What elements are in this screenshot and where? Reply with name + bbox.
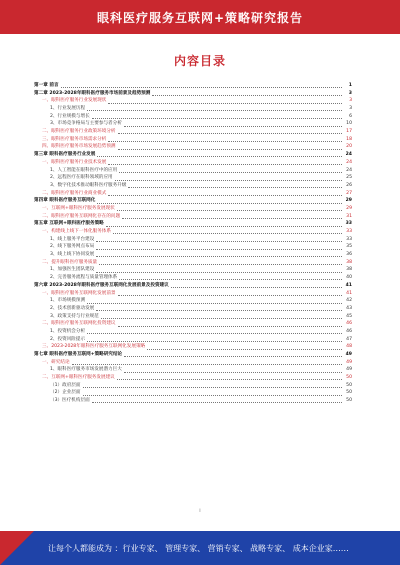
toc-entry-text: （2）企业层面: [50, 390, 81, 396]
toc-entry-page: 49: [346, 367, 352, 373]
toc-entry[interactable]: [34, 151, 352, 159]
toc-entry-page: 43: [346, 305, 352, 311]
toc-dot-leader: [122, 217, 342, 219]
toc-entry[interactable]: [34, 290, 352, 298]
toc-entry-page: 47: [346, 336, 352, 342]
toc-dot-leader: [101, 317, 342, 319]
toc-entry-page: 48: [346, 344, 352, 350]
toc-dot-leader: [87, 340, 342, 342]
toc-entry-page: 31: [346, 213, 352, 219]
report-title: 眼科医疗服务互联网+策略研究报告: [96, 10, 304, 25]
toc-dot-leader: [147, 348, 342, 350]
toc-entry-page: 29: [346, 205, 352, 211]
toc-dot-leader: [119, 278, 342, 280]
toc-dot-leader: [96, 255, 342, 257]
toc-entry[interactable]: [34, 243, 352, 251]
toc-entry[interactable]: [34, 144, 352, 152]
toc-entry-page: 33: [346, 236, 352, 242]
toc-entry[interactable]: [34, 351, 352, 359]
toc-entry[interactable]: [34, 120, 352, 128]
toc-entry-text: 一、眼科医疗服务行业技术发展: [42, 159, 107, 165]
toc-dot-leader: [108, 140, 342, 142]
toc-entry[interactable]: [34, 167, 352, 175]
toc-dot-leader: [96, 271, 342, 273]
toc-entry-text: （1）政府层面: [50, 382, 81, 388]
toc-entry-page: 10: [346, 121, 352, 127]
toc-entry-page: 33: [345, 221, 352, 227]
toc-entry[interactable]: [34, 136, 352, 144]
toc-entry-page: 38: [346, 259, 352, 265]
report-header: [0, 0, 400, 34]
toc-entry-text: 二、提升眼科医疗服务质量: [42, 259, 98, 265]
toc-dot-leader: [96, 240, 342, 242]
toc-entry[interactable]: [34, 197, 352, 205]
toc-entry-page: 25: [346, 175, 352, 181]
toc-dot-leader: [152, 94, 342, 96]
toc-entry-page: 1: [348, 82, 352, 88]
toc-dot-leader: [96, 248, 342, 250]
toc-entry-page: 29: [345, 198, 352, 204]
toc-title: 内容目录: [173, 54, 226, 68]
toc-entry-text: 1、人工智能在眼科医疗中的应用: [50, 167, 118, 173]
table-of-contents: [34, 82, 352, 405]
toc-entry[interactable]: [34, 397, 352, 405]
toc-dot-leader: [83, 394, 343, 396]
toc-dot-leader: [87, 109, 342, 111]
toc-entry-text: 三、眼科医疗服务市场需求分析: [42, 136, 107, 142]
toc-entry-text: 第六章 2023-2028年眼科医疗服务互联网化发展前景及投资建议: [34, 282, 169, 288]
toc-dot-leader: [108, 102, 342, 104]
toc-dot-leader: [118, 132, 342, 134]
toc-dot-leader: [96, 309, 342, 311]
toc-dot-leader: [87, 302, 342, 304]
toc-entry-page: 49: [346, 359, 352, 365]
toc-entry[interactable]: [34, 113, 352, 121]
toc-entry-text: 1、投资机会分析: [50, 328, 86, 334]
toc-dot-leader: [124, 355, 342, 357]
toc-entry[interactable]: [34, 251, 352, 259]
toc-dot-leader: [106, 225, 342, 227]
toc-entry-text: 第二章 2023-2028年眼科医疗服务市场前景及趋势预测: [34, 90, 151, 96]
toc-entry-text: 第四章 眼科医疗服务互联网化: [34, 198, 96, 204]
toc-dot-leader: [171, 286, 342, 288]
toc-dot-leader: [83, 386, 343, 388]
toc-dot-leader: [128, 186, 342, 188]
footer-slogan: 让每个人都能成为 ：行业专家、 管理专家、 营销专家、 战略专家、 成本企业家……: [48, 543, 349, 553]
toc-entry[interactable]: [34, 220, 352, 228]
toc-entry[interactable]: [34, 382, 352, 390]
toc-dot-leader: [92, 117, 342, 119]
toc-entry[interactable]: [34, 305, 352, 313]
toc-entry-text: 3、线上线下协同发展: [50, 252, 95, 258]
toc-entry[interactable]: [34, 205, 352, 213]
toc-entry-text: 1、线上服务平台建设: [50, 236, 95, 242]
toc-dot-leader: [115, 179, 342, 181]
toc-entry-text: 一、眼科医疗服务互联网化发展前景: [42, 290, 116, 296]
toc-entry[interactable]: [34, 282, 352, 290]
toc-entry[interactable]: [34, 228, 352, 236]
toc-entry[interactable]: [34, 82, 352, 90]
toc-dot-leader: [118, 294, 342, 296]
toc-entry-page: 24: [346, 167, 352, 173]
toc-entry[interactable]: [34, 236, 352, 244]
toc-entry[interactable]: [34, 174, 352, 182]
toc-dot-leader: [124, 371, 342, 373]
toc-dot-leader: [87, 332, 342, 334]
toc-entry-page: 3: [349, 106, 352, 112]
toc-entry-text: 四、眼科医疗服务市场发展趋势预测: [42, 144, 116, 150]
toc-entry[interactable]: [34, 159, 352, 167]
toc-entry-text: 1、加强医生团队建设: [50, 267, 95, 273]
toc-entry[interactable]: [34, 359, 352, 367]
toc-dot-leader: [118, 325, 342, 327]
toc-entry-page: 3: [349, 98, 352, 104]
toc-entry-page: 17: [346, 129, 352, 135]
toc-dot-leader: [61, 86, 342, 88]
toc-entry-text: 1、行业发展历程: [50, 106, 86, 112]
toc-entry[interactable]: [34, 90, 352, 98]
toc-entry-page: 26: [346, 182, 352, 188]
toc-dot-leader: [99, 263, 342, 265]
toc-entry-text: （3）医疗机构层面: [50, 398, 90, 404]
toc-entry[interactable]: [34, 128, 352, 136]
toc-entry-page: 36: [346, 252, 352, 258]
toc-entry-page: 46: [346, 328, 352, 334]
toc-entry-page: 6: [349, 113, 352, 119]
toc-entry-page: 24: [345, 152, 352, 158]
toc-entry[interactable]: [34, 328, 352, 336]
toc-entry-page: 50: [346, 375, 352, 381]
toc-entry-text: 二、互联网+眼科医疗服务发展建议: [42, 375, 115, 381]
toc-dot-leader: [92, 401, 342, 403]
toc-dot-leader: [117, 209, 342, 211]
toc-entry[interactable]: [34, 274, 352, 282]
toc-entry-page: 41: [346, 290, 352, 296]
toc-entry-page: 24: [346, 159, 352, 165]
toc-dot-leader: [124, 125, 342, 127]
toc-entry-page: 40: [346, 275, 352, 281]
toc-entry-page: 35: [346, 244, 352, 250]
toc-entry-page: 46: [346, 321, 352, 327]
toc-entry-text: 2、完善服务流程与质量管理体系: [50, 275, 118, 281]
toc-entry-page: 41: [345, 282, 352, 288]
toc-entry-text: 二、眼科医疗服务行业政策环境分析: [42, 129, 116, 135]
toc-entry[interactable]: [34, 320, 352, 328]
toc-dot-leader: [119, 171, 342, 173]
toc-entry-text: 一、眼科医疗服务行业发展现状: [42, 98, 107, 104]
toc-entry-text: 一、研究结论: [42, 359, 70, 365]
toc-entry[interactable]: [34, 313, 352, 321]
toc-entry-text: 第五章 互联网+眼科医疗服务策略: [34, 221, 104, 227]
toc-entry[interactable]: [34, 297, 352, 305]
toc-entry[interactable]: [34, 374, 352, 382]
toc-dot-leader: [72, 363, 342, 365]
toc-dot-leader: [108, 194, 342, 196]
toc-entry-text: 1、市场规模预测: [50, 298, 86, 304]
toc-entry[interactable]: [34, 343, 352, 351]
toc-dot-leader: [113, 232, 342, 234]
toc-entry[interactable]: [34, 267, 352, 275]
toc-entry[interactable]: [34, 259, 352, 267]
toc-entry[interactable]: [34, 97, 352, 105]
toc-entry-text: 一、构建线上线下一体化服务体系: [42, 229, 111, 235]
toc-entry[interactable]: [34, 336, 352, 344]
toc-entry-page: 50: [346, 382, 352, 388]
toc-entry-page: 50: [346, 390, 352, 396]
toc-entry-page: 20: [346, 144, 352, 150]
toc-entry-text: 2、线下服务网点布局: [50, 244, 95, 250]
toc-entry-text: 第七章 眼科医疗服务互联网+策略研究结论: [34, 352, 123, 358]
toc-entry[interactable]: [34, 182, 352, 190]
toc-dot-leader: [118, 148, 342, 150]
toc-dot-leader: [97, 202, 342, 204]
page-number: I: [199, 508, 201, 513]
toc-entry-page: 49: [345, 352, 352, 358]
toc-entry-text: 第三章 眼科医疗服务行业发展: [34, 152, 96, 158]
toc-entry-page: 27: [346, 190, 352, 196]
toc-entry-text: 2、技术创新驱动发展: [50, 305, 95, 311]
toc-entry-text: 一、互联网+眼科医疗服务发展现状: [42, 205, 115, 211]
toc-entry-page: 3: [348, 90, 352, 96]
toc-dot-leader: [97, 155, 342, 157]
toc-entry-page: 33: [346, 229, 352, 235]
toc-entry-text: 二、眼科医疗服务行业商业模式: [42, 190, 107, 196]
toc-entry-page: 38: [346, 267, 352, 273]
toc-entry[interactable]: [34, 366, 352, 374]
toc-entry-page: 42: [346, 298, 352, 304]
toc-dot-leader: [108, 163, 342, 165]
toc-entry-text: 第一章 前言: [34, 82, 59, 88]
toc-entry-text: 三、2023-2028年眼科医疗服务互联网化发展策略: [42, 344, 146, 350]
toc-entry-text: 3、政策支持与行业规范: [50, 313, 99, 319]
toc-entry-page: 50: [346, 398, 352, 404]
toc-entry[interactable]: [34, 190, 352, 198]
toc-entry-text: 3、市场竞争格局与主要参与者分析: [50, 121, 122, 127]
toc-entry-text: 3、数字化技术推动眼科医疗服务升级: [50, 182, 127, 188]
toc-entry-text: 二、眼科医疗服务互联网化存在的问题: [42, 213, 121, 219]
toc-entry[interactable]: [34, 213, 352, 221]
toc-entry-page: 45: [346, 313, 352, 319]
footer-banner: [0, 531, 400, 565]
toc-entry[interactable]: [34, 390, 352, 398]
toc-entry-text: 1、眼科医疗服务市场发展潜力巨大: [50, 367, 122, 373]
toc-entry-page: 18: [346, 136, 352, 142]
toc-entry-text: 二、眼科医疗服务互联网化投资建议: [42, 321, 116, 327]
toc-entry-text: 2、远程医疗在眼科领域的应用: [50, 175, 113, 181]
footer-accent-shape: [0, 531, 34, 565]
toc-dot-leader: [117, 378, 342, 380]
toc-entry[interactable]: [34, 105, 352, 113]
toc-entry-text: 2、行业规模与增长: [50, 113, 90, 119]
toc-entry-text: 2、投资风险提示: [50, 336, 86, 342]
